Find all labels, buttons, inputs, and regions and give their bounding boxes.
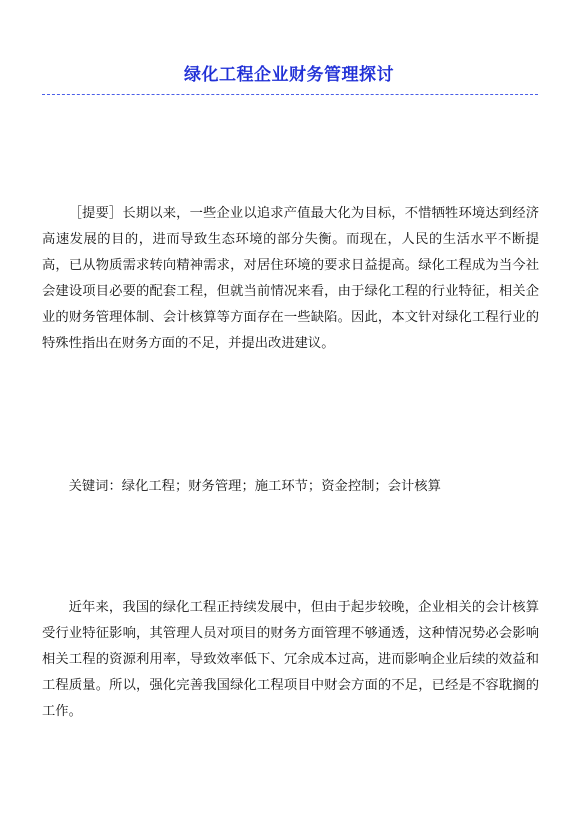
- keywords-paragraph: 关键词：绿化工程；财务管理；施工环节；资金控制；会计核算: [68, 479, 441, 494]
- intro-paragraph: 近年来，我国的绿化工程正持续发展中，但由于起步较晚，企业相关的会计核算受行业特征影响，其管理人员对项目的财务方面管理不够通透，这种情况势必会影响相关工程的资源利用率，导致效率低下、冗余成本过高，进而影响企业后续的效益和工程质量。所以，强化完善我国绿化工程项目中财会方面的不足，已经是不容耽搁的工作。: [42, 600, 539, 719]
- title-divider: [42, 94, 538, 95]
- page-title: 绿化工程企业财务管理探讨: [184, 65, 394, 85]
- abstract-paragraph: ［提要］长期以来，一些企业以追求产值最大化为目标，不惜牺牲环境达到经济高速发展的目的，进而导致生态环境的部分失衡。而现在，人民的生活水平不断提高，已从物质需求转向精神需求，对居住环境的要求日益提高。绿化工程成为当今社会建设项目必要的配套工程，但就当前情况来看，由于绿化工程的行业特征，相关企业的财务管理体制、会计核算等方面存在一些缺陷。因此，本文针对绿化工程行业的特殊性指出在财务方面的不足，并提出改进建议。: [42, 206, 539, 351]
